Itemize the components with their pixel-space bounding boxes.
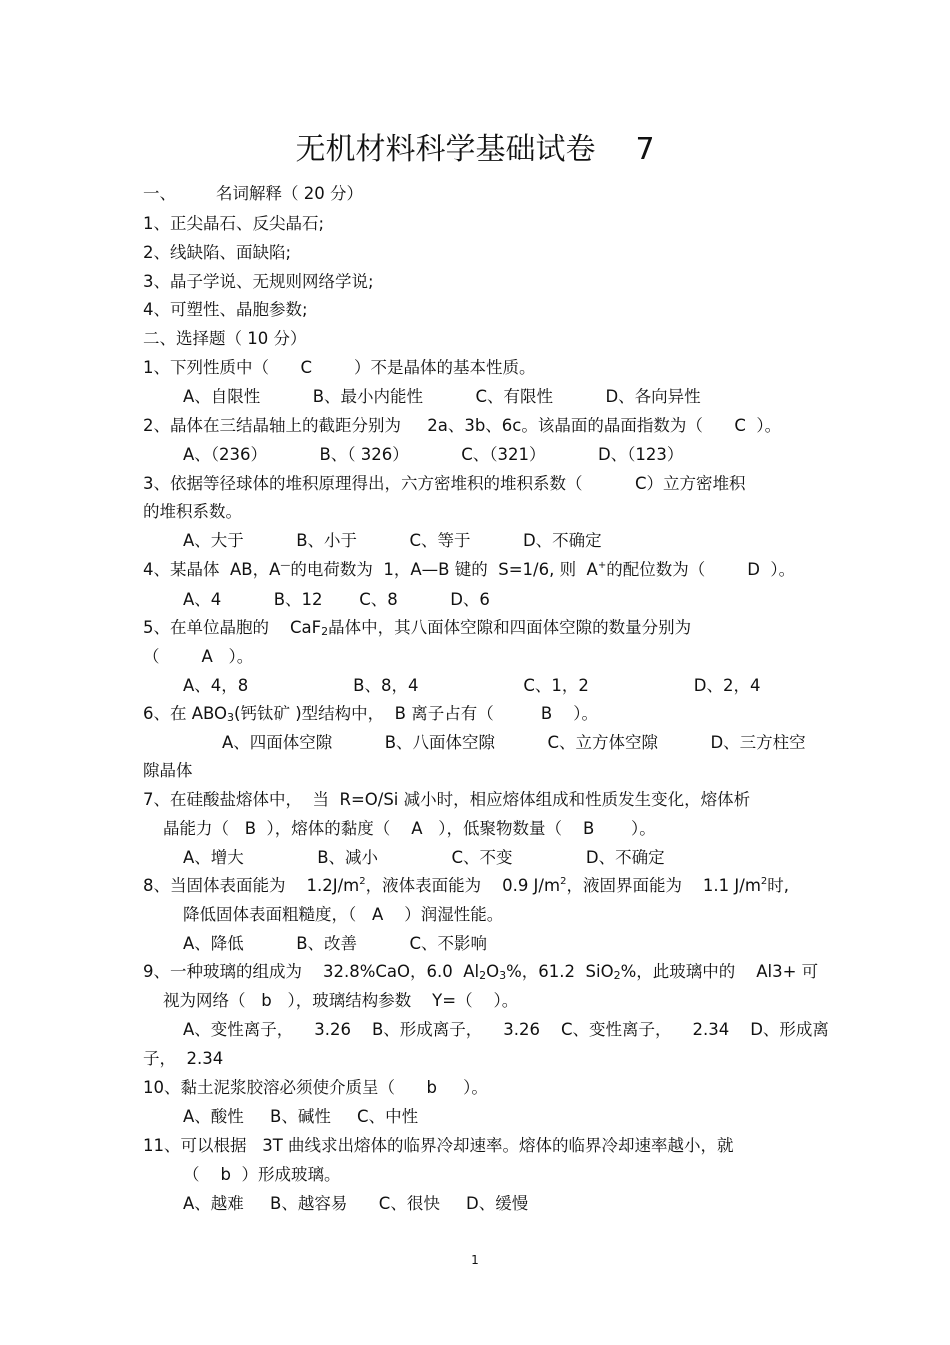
question-2-stem: 2、晶体在三结晶轴上的截距分别为 2a、3b、6c。该晶面的晶面指数为（ C ）。 bbox=[143, 416, 782, 435]
question-9-subscript-2: 3 bbox=[499, 969, 507, 982]
question-6-text-a: 6、在 ABO bbox=[143, 704, 228, 723]
question-6-options-line-2: 隙晶体 bbox=[143, 761, 193, 780]
section-1-title: 名词解释（ 20 分） bbox=[216, 184, 363, 203]
question-9-text-a: 9、一种玻璃的组成为 32.8%CaO，6.0 Al bbox=[143, 962, 480, 981]
page-title bbox=[0, 130, 950, 170]
question-1-options: A、自限性 B、最小内能性 C、有限性 D、各向异性 bbox=[183, 387, 701, 406]
question-10-stem: 10、黏土泥浆胶溶必须使介质呈（ b ）。 bbox=[143, 1078, 488, 1097]
question-9-stem-line-1 bbox=[143, 960, 818, 984]
question-1-stem: 1、下列性质中（ C ）不是晶体的基本性质。 bbox=[143, 358, 536, 377]
question-7-options: A、增大 B、减小 C、不变 D、不确定 bbox=[183, 848, 665, 867]
section-1-heading bbox=[143, 182, 363, 206]
question-8-text-b: ，液体表面能为 0.9 J/m bbox=[365, 876, 561, 895]
question-9-options-line-1: A、变性离子， 3.26 B、形成离子， 3.26 C、变性离子， 2.34 D、形成离 bbox=[183, 1020, 829, 1039]
question-9-text-b: O bbox=[486, 962, 500, 981]
question-8-stem-line-2: 降低固体表面粗糙度，（ A ）润湿性能。 bbox=[183, 905, 504, 924]
question-8-exponent-3: 2 bbox=[760, 876, 768, 887]
page-number: 1 bbox=[471, 1253, 479, 1267]
question-5-stem-line-2: （ A ）。 bbox=[143, 647, 254, 666]
question-8-text-c: ，液固界面能为 1.1 J/m bbox=[566, 876, 761, 895]
question-2-options: A、（236） B、（ 326） C、（321） D、（123） bbox=[183, 445, 684, 464]
title-number: 7 bbox=[635, 132, 655, 167]
question-6-text-b: (钙钛矿 )型结构中， B 离子占有（ B ）。 bbox=[234, 704, 598, 723]
question-8-stem-line-1 bbox=[143, 874, 789, 898]
question-5-stem-line-1 bbox=[143, 616, 691, 640]
question-11-stem-line-2: （ b ）形成玻璃。 bbox=[183, 1165, 341, 1184]
question-9-subscript-1: 2 bbox=[479, 969, 487, 982]
term-item-1: 1、正尖晶石、反尖晶石; bbox=[143, 214, 325, 233]
term-item-3: 3、晶子学说、无规则网络学说; bbox=[143, 272, 374, 291]
term-item-2: 2、线缺陷、面缺陷; bbox=[143, 243, 292, 262]
question-5-text-b: 晶体中，其八面体空隙和四面体空隙的数量分别为 bbox=[328, 618, 692, 637]
question-4-text-b: 的电荷数为 1，A—B 键的 S=1/6, 则 A bbox=[290, 560, 598, 579]
question-4-text-c: 的配位数为（ D ）。 bbox=[606, 560, 796, 579]
question-8-options: A、降低 B、改善 C、不影响 bbox=[183, 934, 488, 953]
section-1-number: 一、 bbox=[143, 184, 176, 203]
question-3-stem-line-2: 的堆积系数。 bbox=[143, 502, 242, 521]
question-9-stem-line-2: 视为网络（ b ），玻璃结构参数 Y=（ ）。 bbox=[163, 991, 519, 1010]
question-8-exponent-1: 2 bbox=[359, 876, 366, 887]
question-9-subscript-3: 2 bbox=[613, 969, 621, 982]
question-8-text-a: 8、当固体表面能为 1.2J/m bbox=[143, 876, 360, 895]
question-4-charge-minus: — bbox=[280, 560, 291, 571]
question-5-options: A、4，8 B、8，4 C、1，2 D、2，4 bbox=[183, 676, 761, 695]
question-4-stem bbox=[143, 558, 795, 582]
question-4-options: A、4 B、12 C、8 D、6 bbox=[183, 590, 490, 609]
question-9-options-line-2: 子， 2.34 bbox=[143, 1049, 224, 1068]
question-7-stem-line-2: 晶能力（ B ），熔体的黏度（ A ），低聚物数量（ B ）。 bbox=[163, 819, 656, 838]
question-4-charge-plus: + bbox=[597, 560, 607, 571]
section-2-heading: 二、选择题（ 10 分） bbox=[143, 329, 307, 348]
question-3-stem-line-1: 3、依据等径球体的堆积原理得出，六方密堆积的堆积系数（ C）立方密堆积 bbox=[143, 474, 746, 493]
question-11-options: A、越难 B、越容易 C、很快 D、缓慢 bbox=[183, 1194, 529, 1213]
question-5-text-a: 5、在单位晶胞的 CaF bbox=[143, 618, 322, 637]
question-6-options-line-1: A、四面体空隙 B、八面体空隙 C、立方体空隙 D、三方柱空 bbox=[222, 733, 806, 752]
question-6-stem bbox=[143, 702, 598, 726]
question-8-text-d: 时, bbox=[767, 876, 790, 895]
question-9-text-c: %，61.2 SiO bbox=[506, 962, 614, 981]
question-4-text-a: 4、某晶体 AB，A bbox=[143, 560, 281, 579]
title-text: 无机材料科学基础试卷 bbox=[295, 132, 596, 167]
question-5-subscript: 2 bbox=[321, 625, 329, 638]
term-item-4: 4、可塑性、晶胞参数; bbox=[143, 300, 308, 319]
question-6-subscript: 3 bbox=[227, 711, 235, 724]
question-10-options: A、酸性 B、碱性 C、中性 bbox=[183, 1107, 419, 1126]
question-8-exponent-2: 2 bbox=[560, 876, 567, 887]
question-3-options: A、大于 B、小于 C、等于 D、不确定 bbox=[183, 531, 602, 550]
question-7-stem-line-1: 7、在硅酸盐熔体中， 当 R=O/Si 减小时，相应熔体组成和性质发生变化，熔体析 bbox=[143, 790, 751, 809]
question-11-stem-line-1: 11、可以根据 3T 曲线求出熔体的临界冷却速率。熔体的临界冷却速率越小，就 bbox=[143, 1136, 734, 1155]
question-9-text-d: %，此玻璃中的 Al3+ 可 bbox=[620, 962, 819, 981]
